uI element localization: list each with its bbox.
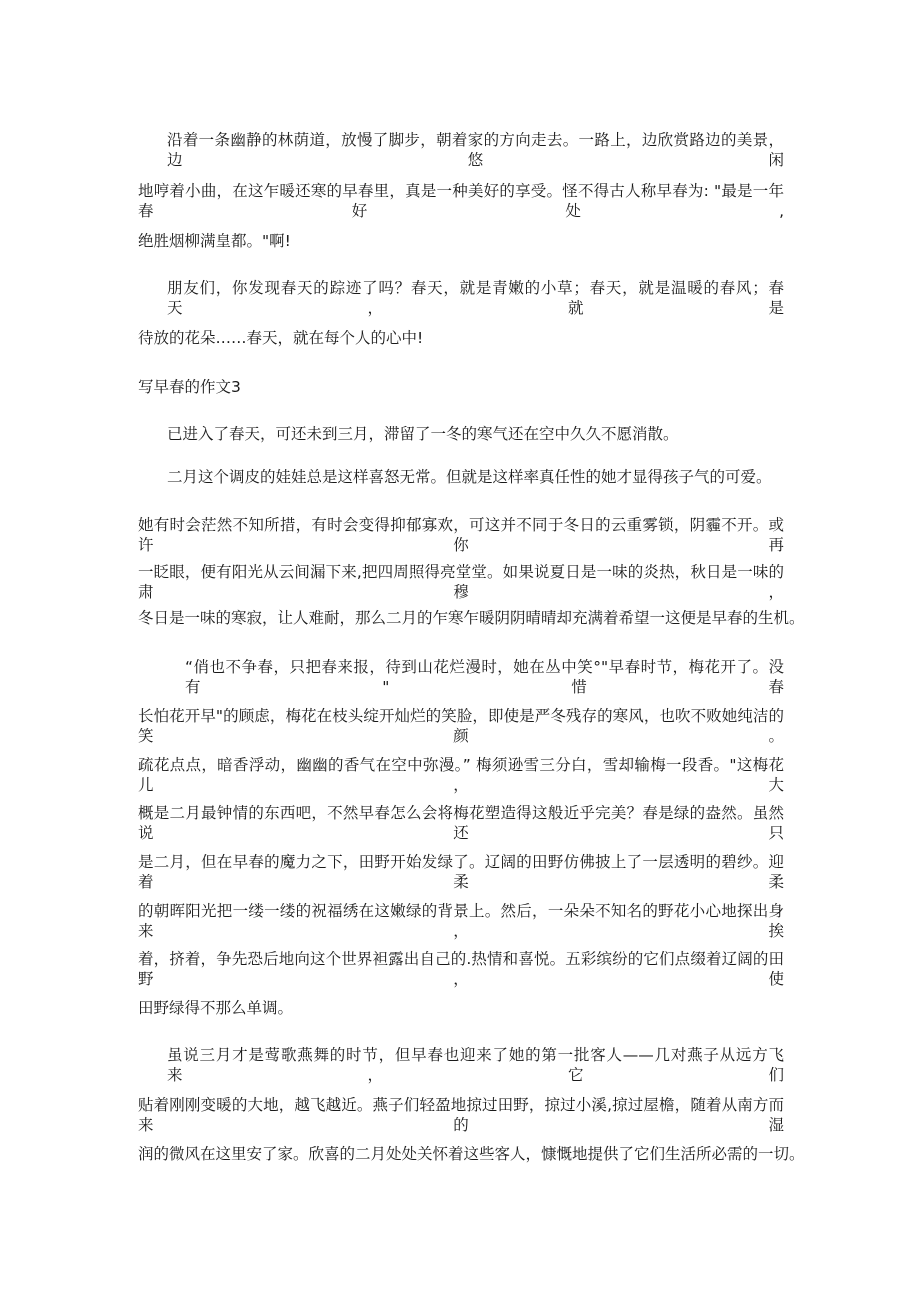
paragraph-6-line-7: 着，挤着，争先恐后地向这个世界袒露出自己的.热情和喜悦。五彩缤纷的它们点缀着辽阔的田野，使 bbox=[138, 950, 784, 988]
paragraph-5-line-3: 冬日是一味的寒寂，让人难耐，那么二月的乍寒乍暖阴阴晴晴却充满着希望一这便是早春的生机。 bbox=[138, 609, 805, 627]
paragraph-6-line-1: “俏也不争春，只把春来报，待到山花烂漫时，她在丛中笑°"早春时节，梅花开了。没有"惜春 bbox=[185, 658, 784, 696]
paragraph-2-line-2: 待放的花朵……春天，就在每个人的心中! bbox=[138, 329, 424, 347]
paragraph-1-line-1: 沿着一条幽静的林荫道，放慢了脚步，朝着家的方向走去。一路上，边欣赏路边的美景，边悠闲 bbox=[167, 131, 784, 169]
paragraph-3-line-1: 已进入了春天，可还未到三月，滞留了一冬的寒气还在空中久久不愿消散。 bbox=[167, 425, 679, 443]
paragraph-7-line-1: 虽说三月才是莺歌燕舞的时节，但早春也迎来了她的第一批客人——几对燕子从远方飞来，它们 bbox=[167, 1046, 784, 1084]
paragraph-4-line-1: 二月这个调皮的娃娃总是这样喜怒无常。但就是这样率真任性的她才显得孩子气的可爱。 bbox=[167, 468, 772, 486]
paragraph-6-line-8: 田野绿得不那么单调。 bbox=[138, 999, 294, 1017]
paragraph-6-line-6: 的朝晖阳光把一缕一缕的祝福绣在这嫩绿的背景上。然后，一朵朵不知名的野花小心地探出身来，挨 bbox=[138, 902, 784, 940]
paragraph-5-line-2: 一眨眼，便有阳光从云间漏下来,把四周照得亮堂堂。如果说夏日是一味的炎热，秋日是一味的肃穆， bbox=[138, 563, 784, 601]
paragraph-6-line-2: 长怕花开早"的顾虑，梅花在枝头绽开灿烂的笑脸，即使是严冬残存的寒风，也吹不败她纯洁的笑颜。 bbox=[138, 707, 784, 745]
paragraph-5-line-1: 她有时会茫然不知所措，有时会变得抑郁寡欢，可这并不同于冬日的云重雾锁，阴霾不开。或许你再 bbox=[138, 516, 784, 554]
paragraph-6-line-4: 概是二月最钟情的东西吧，不然早春怎么会将梅花塑造得这般近乎完美？春是绿的盎然。虽然说还只 bbox=[138, 804, 784, 842]
paragraph-6-line-5: 是二月，但在早春的魔力之下，田野开始发绿了。辽阔的田野仿佛披上了一层透明的碧纱。迎着柔柔 bbox=[138, 853, 784, 891]
paragraph-1-line-3: 绝胜烟柳满皇都。"啊! bbox=[138, 232, 291, 250]
section-heading: 写早春的作文3 bbox=[138, 378, 241, 396]
paragraph-1-line-2: 地哼着小曲，在这乍暖还寒的早春里，真是一种美好的享受。怪不得古人称早春为: "最是一年春好处, bbox=[138, 182, 784, 220]
paragraph-2-line-1: 朋友们，你发现春天的踪迹了吗？春天，就是青嫩的小草；春天，就是温暖的春风；春天，就是 bbox=[167, 279, 784, 317]
paragraph-6-line-3: 疏花点点，暗香浮动，幽幽的香气在空中弥漫。” 梅须逊雪三分白，雪却输梅一段香。"这梅花儿，大 bbox=[138, 756, 784, 794]
paragraph-7-line-2: 贴着刚刚变暖的大地，越飞越近。燕子们轻盈地掠过田野，掠过小溪,掠过屋檐，随着从南方而来的湿 bbox=[138, 1096, 784, 1134]
paragraph-7-line-3: 润的微风在这里安了家。欣喜的二月处处关怀着这些客人，慷慨地提供了它们生活所必需的一切。 bbox=[138, 1145, 805, 1163]
